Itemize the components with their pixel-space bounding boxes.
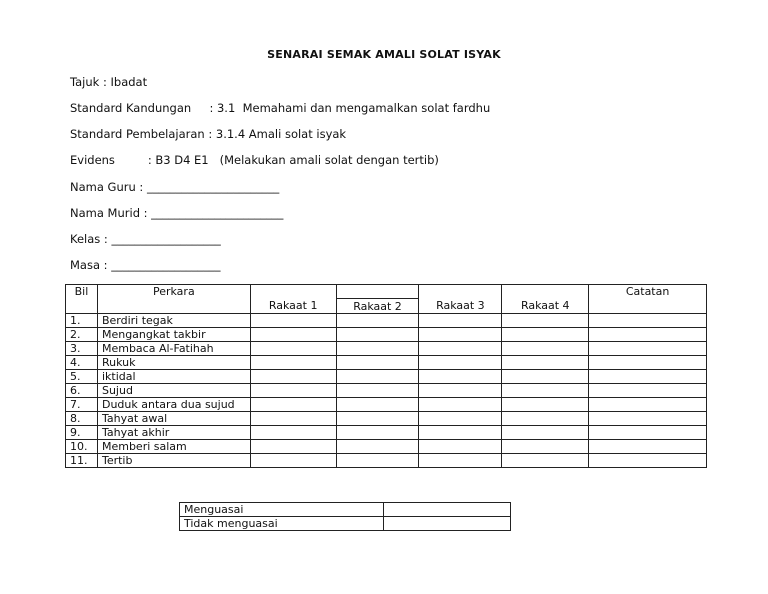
header-spacer — [250, 285, 336, 299]
rakaat-3-cell[interactable] — [419, 328, 502, 342]
rakaat-4-cell[interactable] — [502, 412, 589, 426]
row-number: 1. — [66, 314, 98, 328]
field-standard-pembelajaran: Standard Pembelajaran : 3.1.4 Amali solat isyak — [70, 127, 347, 141]
rakaat-3-cell[interactable] — [419, 454, 502, 468]
row-number: 10. — [66, 440, 98, 454]
catatan-cell[interactable] — [589, 384, 707, 398]
summary-cell-tidak-menguasai[interactable] — [384, 517, 511, 531]
rakaat-4-cell[interactable] — [502, 398, 589, 412]
row-perkara: Duduk antara dua sujud — [97, 398, 250, 412]
row-number: 4. — [66, 356, 98, 370]
rakaat-4-cell[interactable] — [502, 384, 589, 398]
field-kelas[interactable]: Kelas : ___________________ — [70, 232, 221, 246]
catatan-cell[interactable] — [589, 398, 707, 412]
summary-table — [179, 502, 511, 531]
catatan-cell[interactable] — [589, 342, 707, 356]
rakaat-4-cell[interactable] — [502, 328, 589, 342]
rakaat-4-cell[interactable] — [502, 342, 589, 356]
row-number: 2. — [66, 328, 98, 342]
field-masa[interactable]: Masa : ___________________ — [70, 258, 221, 272]
summary-row — [180, 517, 511, 531]
header-spacer — [97, 299, 250, 314]
catatan-cell[interactable] — [589, 426, 707, 440]
row-perkara: Tahyat awal — [97, 412, 250, 426]
rakaat-3-cell[interactable] — [419, 398, 502, 412]
rakaat-4-cell[interactable] — [502, 454, 589, 468]
header-spacer — [502, 285, 589, 299]
rakaat-3-cell[interactable] — [419, 412, 502, 426]
catatan-cell[interactable] — [589, 440, 707, 454]
summary-label-menguasai: Menguasai — [180, 503, 384, 517]
row-number: 8. — [66, 412, 98, 426]
table-row — [66, 356, 707, 370]
row-perkara: Rukuk — [97, 356, 250, 370]
header-spacer — [589, 299, 707, 314]
header-spacer — [336, 285, 419, 299]
rakaat-4-cell[interactable] — [502, 370, 589, 384]
row-number: 7. — [66, 398, 98, 412]
field-tajuk: Tajuk : Ibadat — [70, 75, 148, 89]
header-rakaat-1: Rakaat 1 — [250, 299, 336, 314]
rakaat-4-cell[interactable] — [502, 426, 589, 440]
row-perkara: Tahyat akhir — [97, 426, 250, 440]
catatan-cell[interactable] — [589, 328, 707, 342]
header-bil: Bil — [66, 285, 98, 299]
rakaat-1-cell[interactable] — [250, 342, 336, 356]
field-evidens: Evidens : B3 D4 E1 (Melakukan amali solat dengan tertib) — [70, 153, 439, 167]
rakaat-1-cell[interactable] — [250, 384, 336, 398]
table-row — [66, 412, 707, 426]
rakaat-1-cell[interactable] — [250, 370, 336, 384]
catatan-cell[interactable] — [589, 356, 707, 370]
row-number: 9. — [66, 426, 98, 440]
rakaat-1-cell[interactable] — [250, 440, 336, 454]
rakaat-4-cell[interactable] — [502, 314, 589, 328]
row-perkara: Mengangkat takbir — [97, 328, 250, 342]
field-standard-kandungan: Standard Kandungan : 3.1 Memahami dan mengamalkan solat fardhu — [70, 101, 491, 115]
rakaat-2-cell[interactable] — [336, 314, 419, 328]
row-perkara: iktidal — [97, 370, 250, 384]
rakaat-2-cell[interactable] — [336, 454, 419, 468]
catatan-cell[interactable] — [589, 412, 707, 426]
rakaat-1-cell[interactable] — [250, 398, 336, 412]
rakaat-2-cell[interactable] — [336, 342, 419, 356]
field-nama-murid[interactable]: Nama Murid : _______________________ — [70, 206, 284, 220]
rakaat-1-cell[interactable] — [250, 314, 336, 328]
header-rakaat-4: Rakaat 4 — [502, 299, 589, 314]
catatan-cell[interactable] — [589, 370, 707, 384]
row-number: 3. — [66, 342, 98, 356]
row-perkara: Sujud — [97, 384, 250, 398]
row-perkara: Membaca Al-Fatihah — [97, 342, 250, 356]
field-nama-guru[interactable]: Nama Guru : _______________________ — [70, 180, 280, 194]
rakaat-2-cell[interactable] — [336, 412, 419, 426]
rakaat-3-cell[interactable] — [419, 384, 502, 398]
checklist-table — [65, 284, 707, 468]
row-number: 5. — [66, 370, 98, 384]
rakaat-1-cell[interactable] — [250, 328, 336, 342]
table-row — [66, 454, 707, 468]
rakaat-4-cell[interactable] — [502, 440, 589, 454]
summary-cell-menguasai[interactable] — [384, 503, 511, 517]
summary-row — [180, 503, 511, 517]
row-perkara: Berdiri tegak — [97, 314, 250, 328]
summary-label-tidak-menguasai: Tidak menguasai — [180, 517, 384, 531]
table-row — [66, 370, 707, 384]
rakaat-3-cell[interactable] — [419, 342, 502, 356]
table-row — [66, 426, 707, 440]
table-row — [66, 342, 707, 356]
table-row — [66, 314, 707, 328]
table-row — [66, 384, 707, 398]
rakaat-1-cell[interactable] — [250, 426, 336, 440]
rakaat-3-cell[interactable] — [419, 314, 502, 328]
header-spacer — [419, 285, 502, 299]
rakaat-2-cell[interactable] — [336, 398, 419, 412]
rakaat-1-cell[interactable] — [250, 356, 336, 370]
rakaat-2-cell[interactable] — [336, 356, 419, 370]
row-number: 6. — [66, 384, 98, 398]
row-number: 11. — [66, 454, 98, 468]
header-rakaat-2: Rakaat 2 — [336, 299, 419, 314]
header-rakaat-3: Rakaat 3 — [419, 299, 502, 314]
table-header-row-rakaat — [66, 299, 707, 314]
rakaat-2-cell[interactable] — [336, 328, 419, 342]
rakaat-3-cell[interactable] — [419, 370, 502, 384]
table-row — [66, 440, 707, 454]
rakaat-2-cell[interactable] — [336, 370, 419, 384]
rakaat-1-cell[interactable] — [250, 412, 336, 426]
table-header-row — [66, 285, 707, 299]
document-title: SENARAI SEMAK AMALI SOLAT ISYAK — [267, 48, 501, 61]
rakaat-2-cell[interactable] — [336, 440, 419, 454]
rakaat-3-cell[interactable] — [419, 426, 502, 440]
catatan-cell[interactable] — [589, 314, 707, 328]
rakaat-3-cell[interactable] — [419, 356, 502, 370]
header-spacer — [66, 299, 98, 314]
row-perkara: Tertib — [97, 454, 250, 468]
table-row — [66, 328, 707, 342]
catatan-cell[interactable] — [589, 454, 707, 468]
rakaat-4-cell[interactable] — [502, 356, 589, 370]
row-perkara: Memberi salam — [97, 440, 250, 454]
rakaat-3-cell[interactable] — [419, 440, 502, 454]
rakaat-2-cell[interactable] — [336, 426, 419, 440]
rakaat-1-cell[interactable] — [250, 454, 336, 468]
table-row — [66, 398, 707, 412]
header-catatan: Catatan — [589, 285, 707, 299]
header-perkara: Perkara — [97, 285, 250, 299]
rakaat-2-cell[interactable] — [336, 384, 419, 398]
